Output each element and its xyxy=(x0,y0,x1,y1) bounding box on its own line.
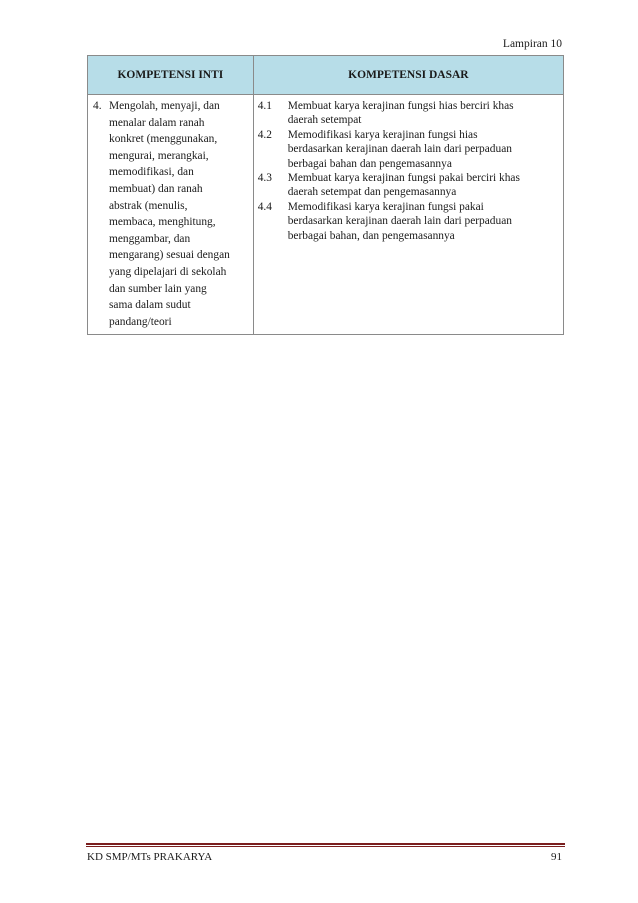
kd-number: 4.4 xyxy=(257,200,272,213)
kd-cell xyxy=(253,95,563,335)
kd-text xyxy=(288,99,559,128)
kd-item xyxy=(258,200,559,243)
kd-line: berbagai bahan dan pengemasannya xyxy=(287,157,452,170)
footer-divider xyxy=(86,843,565,847)
ki-line: mengarang) sesuai dengan xyxy=(109,249,230,262)
ki-line: konkret (menggunakan, xyxy=(109,133,218,146)
kd-line: daerah setempat dan pengemasannya xyxy=(287,186,457,199)
table-header-row xyxy=(88,56,564,95)
ki-line: sama dalam sudut xyxy=(109,299,191,312)
ki-line: pandang/teori xyxy=(109,315,172,328)
header-kompetensi-inti: KOMPETENSI INTI xyxy=(88,56,254,95)
ki-cell xyxy=(88,95,254,335)
kd-line: Membuat karya kerajinan fungsi hias berciri khas xyxy=(287,100,514,112)
ki-text xyxy=(109,98,251,330)
ki-item xyxy=(93,98,251,330)
ki-line: menalar dalam ranah xyxy=(109,116,205,129)
kd-line: Membuat karya kerajinan fungsi pakai berciri khas xyxy=(287,172,520,185)
attachment-label: Lampiran 10 xyxy=(502,38,562,50)
kd-item xyxy=(258,128,559,171)
kd-text xyxy=(288,128,559,171)
kd-line: berbagai bahan, dan pengemasannya xyxy=(287,229,455,242)
kd-item xyxy=(258,171,559,200)
competency-table xyxy=(87,55,564,335)
kd-line: berdasarkan kerajinan daerah lain dari perpaduan xyxy=(287,215,512,228)
ki-line: membuat) dan ranah xyxy=(109,182,203,195)
table-row xyxy=(88,95,564,335)
header-kompetensi-dasar: KOMPETENSI DASAR xyxy=(253,56,563,95)
ki-line: memodifikasi, dan xyxy=(109,166,194,179)
ki-line: membaca, menghitung, xyxy=(109,216,216,229)
ki-line: menggambar, dan xyxy=(109,232,191,245)
kd-text xyxy=(288,200,559,243)
kd-number: 4.3 xyxy=(257,172,272,185)
kd-line: Memodifikasi karya kerajinan fungsi hias xyxy=(287,128,478,141)
kd-number: 4.2 xyxy=(257,128,272,141)
kd-number: 4.1 xyxy=(257,100,272,112)
ki-line: dan sumber lain yang xyxy=(109,282,207,295)
kd-line: Memodifikasi karya kerajinan fungsi pakai xyxy=(287,200,484,213)
ki-line: mengurai, merangkai, xyxy=(109,149,209,162)
ki-line: Mengolah, menyaji, dan xyxy=(109,100,220,112)
kd-line: berdasarkan kerajinan daerah lain dari perpaduan xyxy=(287,143,512,156)
ki-line: abstrak (menulis, xyxy=(109,199,188,212)
kd-line: daerah setempat xyxy=(287,114,362,127)
kd-text xyxy=(288,171,559,200)
kd-item xyxy=(258,99,559,128)
ki-number: 4. xyxy=(93,100,102,112)
ki-line: yang dipelajari di sekolah xyxy=(109,265,227,278)
footer-title: KD SMP/MTs PRAKARYA xyxy=(87,851,213,863)
page-number: 91 xyxy=(551,851,562,863)
